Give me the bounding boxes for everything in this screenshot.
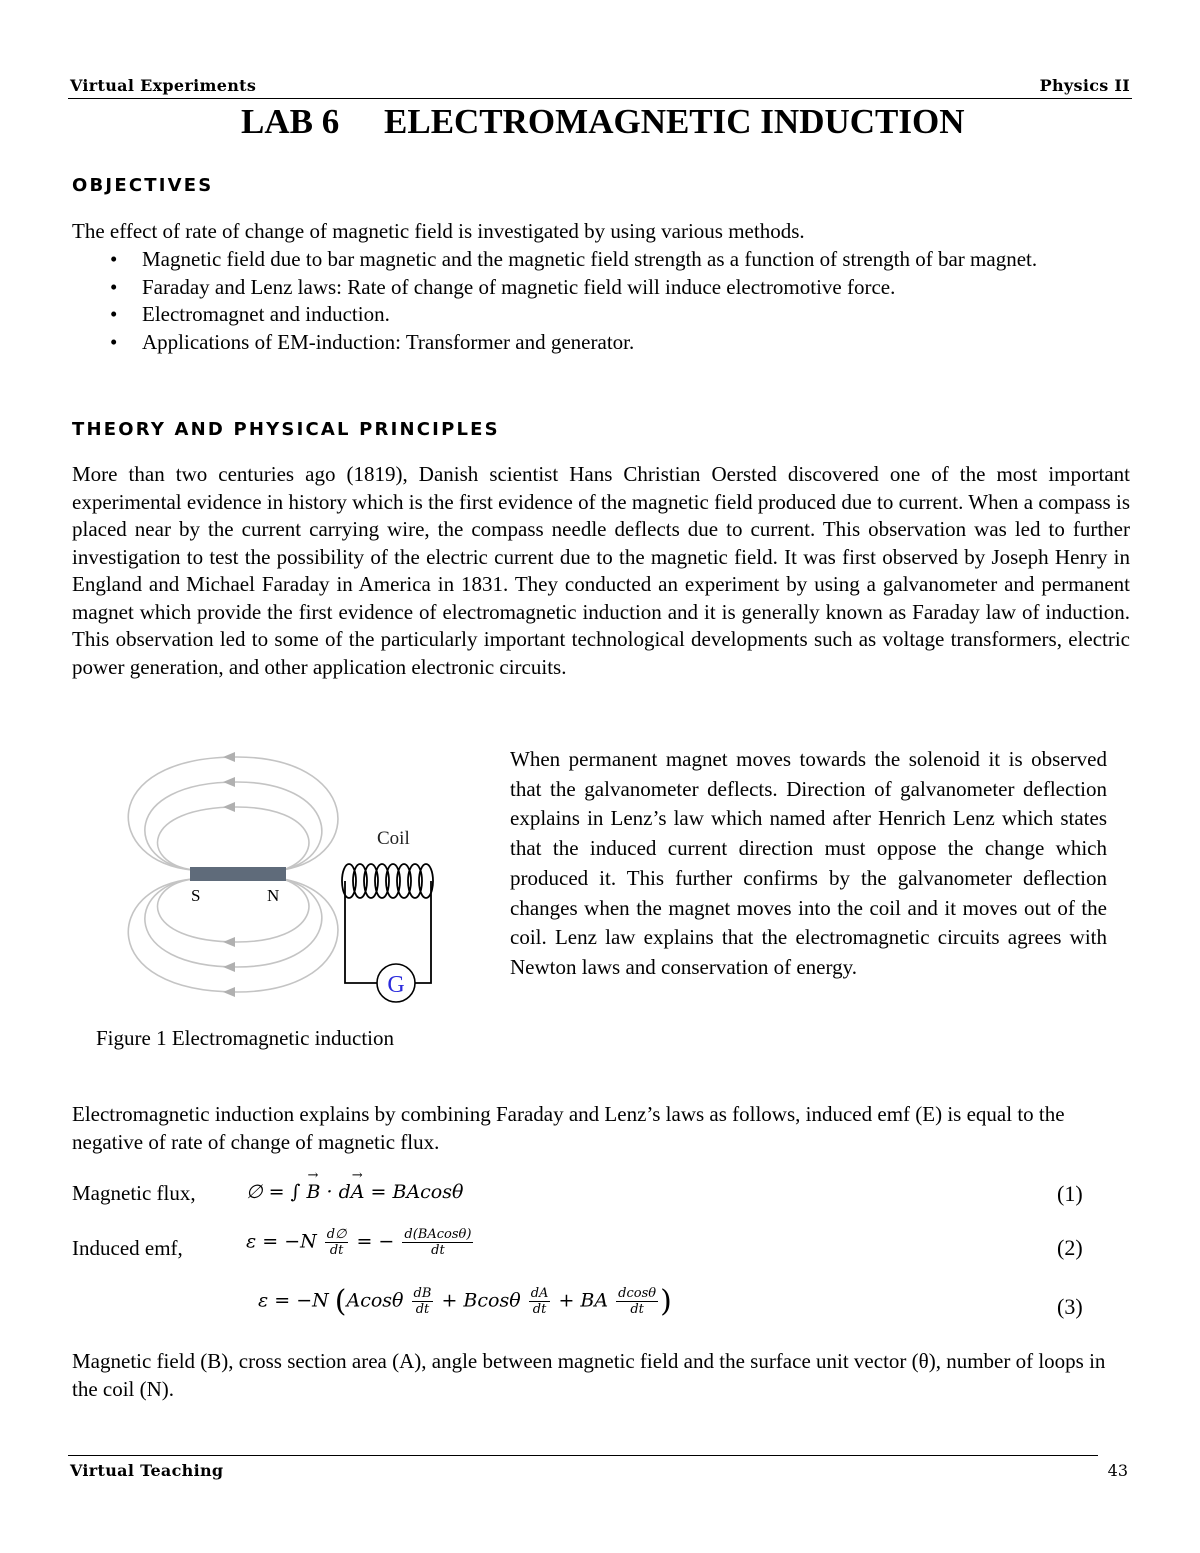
header-right: Physics II [1039,76,1130,95]
equations-outro: Magnetic field (B), cross section area (A), angle between magnetic field and the surface unit vector (θ), number of loops in the coil (N). [72,1349,1106,1401]
bullet-text: Applications of EM-induction: Transformer and generator. [142,329,635,354]
list-item: • Applications of EM-induction: Transformer and generator. [110,329,635,354]
bullet-text: Electromagnet and induction. [142,302,390,326]
flux-label: Magnetic flux, [72,1181,196,1205]
objectives-list [70,246,1132,356]
equations-intro: Electromagnetic induction explains by combining Faraday and Lenz’s laws as follows, induced emf (E) is equal to the negative of rate of change of magnetic flux. [72,1102,1065,1154]
induction-figure [95,745,455,1020]
bullet-text: Magnetic field due to bar magnetic and the magnetic field strength as a function of strength of bar magnet. [142,247,1038,271]
equation-1: ∅ = ∫ B → · dA → = BAcosθ [246,1168,464,1203]
eq3-number: (3) [1057,1294,1083,1319]
figure-side-text: When permanent magnet moves towards the solenoid it is observed that the galvanometer deflects. Direction of galvanometer deflection explains in Lenz’s law which named after Henrich Lenz which states that the induced current direction must oppose the change which produced it. This further confirms by the galvanometer deflection changes when the magnet moves into the coil and it moves out of the coil. Lenz law explains that the electromagnetic circuits agrees with Newton laws and conservation of energy. [510,747,1107,979]
footer-rule [68,1455,1098,1456]
theory-paragraph: More than two centuries ago (1819), Danish scientist Hans Christian Oersted discovered one of the most important experimental evidence in history which is the first evidence of the magnetic field produced due to current. When a compass is placed near by the current carrying wire, the compass needle deflects due to current. This observation was led to further investigation to test the possibility of the electric current due to the magnetic field. It was first observed by Joseph Henry in England and Michael Faraday in America in 1831. They conducted an experiment by using a galvanometer and permanent magnet which provide the first evidence of electromagnetic induction and it is generally known as Faraday law of induction. This observation led to some of the particularly important technological developments such as voltage transformers, electric power generation, and other application electronic circuits. [72,462,1130,679]
page-number: 43 [1107,1461,1128,1480]
lab-number: LAB 6 [241,102,340,141]
equation-3: ε = −N (Acosθ $\frac{dB}{dt}$ + Bcosθ $\frac{dA}{dt}$ + BA $\frac{dcos\theta}{dt}$ ) [258,1284,672,1319]
label-s: S [191,886,201,905]
figure-caption: Figure 1 Electromagnetic induction [96,1026,394,1050]
bar-magnet [190,867,286,881]
footer-left: Virtual Teaching [70,1461,224,1480]
label-g: G [387,972,405,998]
list-item: • Magnetic field due to bar magnetic and the magnetic field strength as a function of strength of bar magnet. [110,247,1038,271]
bullet-text: Faraday and Lenz laws: Rate of change of magnetic field will induce electromotive force. [142,274,896,299]
eq2-number: (2) [1057,1235,1083,1260]
emf-label: Induced emf, [72,1236,183,1260]
list-item: • Electromagnet and induction. [110,302,390,326]
label-n: N [267,886,280,905]
eq1-number: (1) [1057,1181,1083,1206]
page-title: ELECTROMAGNETIC INDUCTION [384,102,965,141]
header-rule [68,98,1132,99]
label-coil: Coil [377,828,410,849]
theory-heading: THEORY AND PHYSICAL PRINCIPLES [72,419,500,440]
objectives-intro: The effect of rate of change of magnetic field is investigated by using various methods. [72,219,805,243]
list-item: • Faraday and Lenz laws: Rate of change of magnetic field will induce electromotive force. [110,274,896,299]
equation-2: ε = −N $\frac{d\emptyset}{dt}$ = − $\frac{d(BAcos\theta)}{dt}$ [246,1227,472,1258]
header-left: Virtual Experiments [70,76,257,95]
objectives-heading: OBJECTIVES [72,175,214,196]
